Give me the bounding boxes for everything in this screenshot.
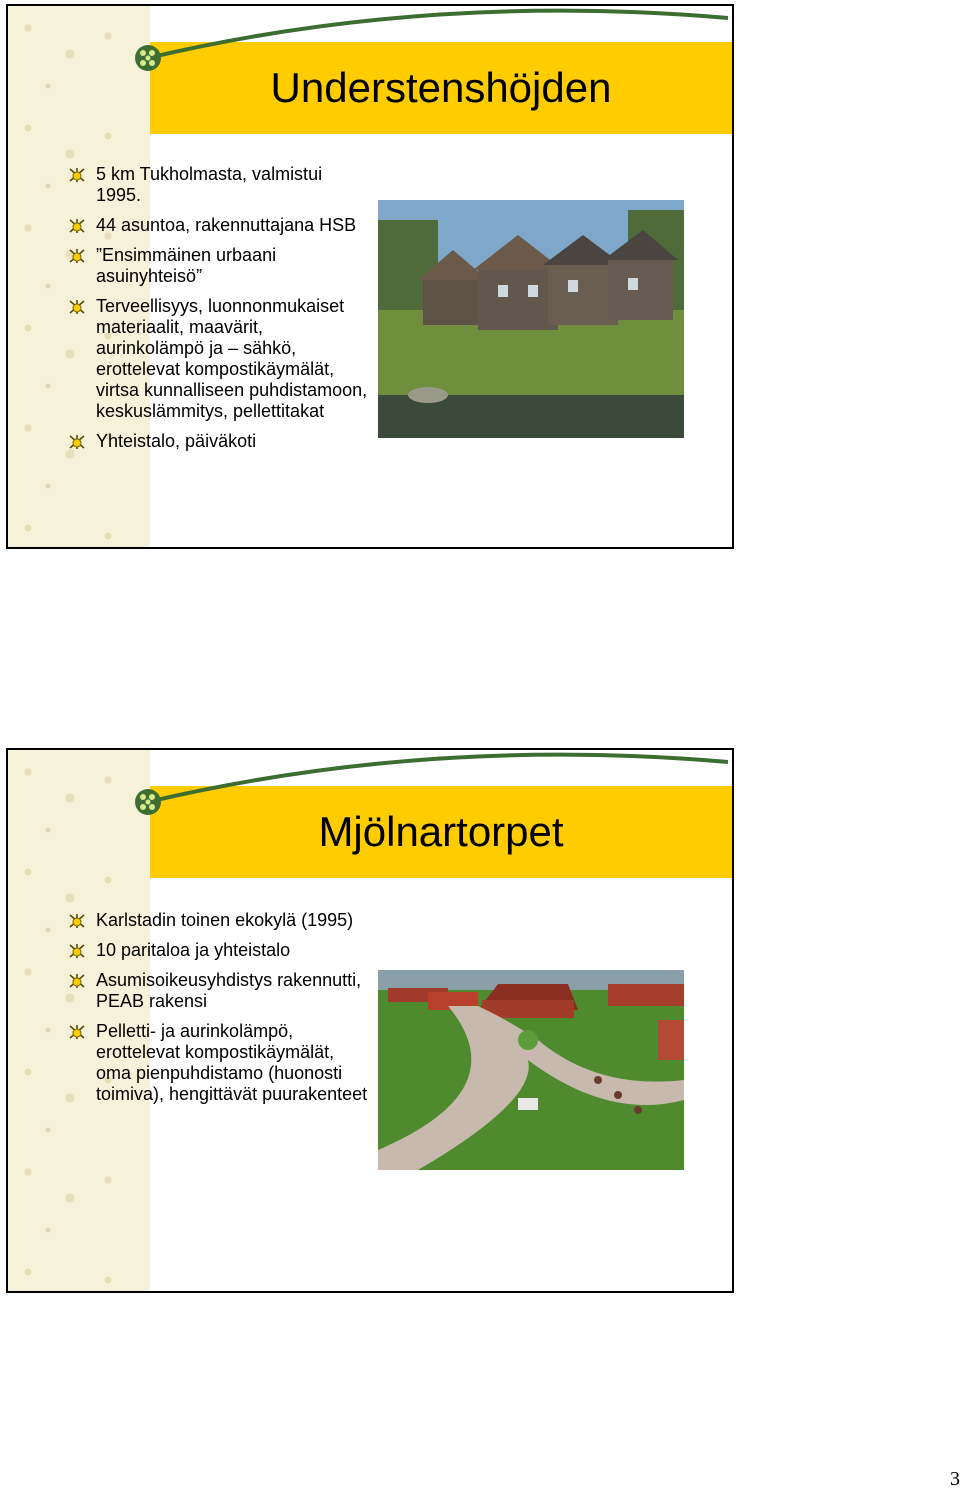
bullet-text: 10 paritaloa ja yhteistalo	[96, 940, 291, 960]
yellow-star-bullet-icon	[68, 434, 86, 450]
yellow-star-bullet-icon	[68, 167, 86, 183]
yellow-star-bullet-icon	[68, 913, 86, 929]
list-item	[68, 1021, 368, 1105]
list-item	[68, 164, 368, 206]
page-number: 3	[950, 1468, 960, 1490]
slide-mjolnartorpet	[6, 748, 734, 1293]
slide-title: Understenshöjden	[270, 64, 612, 111]
bullet-list	[68, 164, 368, 461]
bullet-list	[68, 910, 368, 1114]
list-item	[68, 431, 368, 452]
bullet-text: Yhteistalo, päiväkoti	[96, 431, 257, 451]
yellow-star-bullet-icon	[68, 973, 86, 989]
slide-title: Mjölnartorpet	[318, 808, 564, 855]
photo-ecovillage-aerial	[378, 970, 684, 1170]
list-item	[68, 940, 368, 961]
list-item	[68, 245, 368, 287]
bullet-text: Terveellisyys, luonnonmukaiset materiaalit, maavärit, aurinkolämpö ja – sähkö, erottelevat kompostikäymälät, virtsa kunnalliseen puhdistamoon, keskuslämmitys, pellettitakat	[96, 296, 368, 421]
yellow-star-bullet-icon	[68, 1024, 86, 1040]
bullet-text: 5 km Tukholmasta, valmistui 1995.	[96, 164, 323, 205]
list-item	[68, 215, 368, 236]
list-item	[68, 296, 368, 422]
bullet-text: Karlstadin toinen ekokylä (1995)	[96, 910, 354, 930]
bullet-text: Pelletti- ja aurinkolämpö, erottelevat kompostikäymälät, oma pienpuhdistamo (huonosti toimiva), hengittävät puurakenteet	[96, 1021, 368, 1104]
list-item	[68, 910, 368, 931]
yellow-star-bullet-icon	[68, 943, 86, 959]
bullet-text: 44 asuntoa, rakennuttajana HSB	[96, 215, 357, 235]
slide-understenshojden	[6, 4, 734, 549]
photo-wooden-houses	[378, 200, 684, 438]
bullet-text: Asumisoikeusyhdistys rakennutti, PEAB rakensi	[96, 970, 362, 1011]
list-item	[68, 970, 368, 1012]
yellow-star-bullet-icon	[68, 299, 86, 315]
yellow-star-bullet-icon	[68, 218, 86, 234]
yellow-star-bullet-icon	[68, 248, 86, 264]
bullet-text: ”Ensimmäinen urbaani asuinyhteisö”	[96, 245, 277, 286]
